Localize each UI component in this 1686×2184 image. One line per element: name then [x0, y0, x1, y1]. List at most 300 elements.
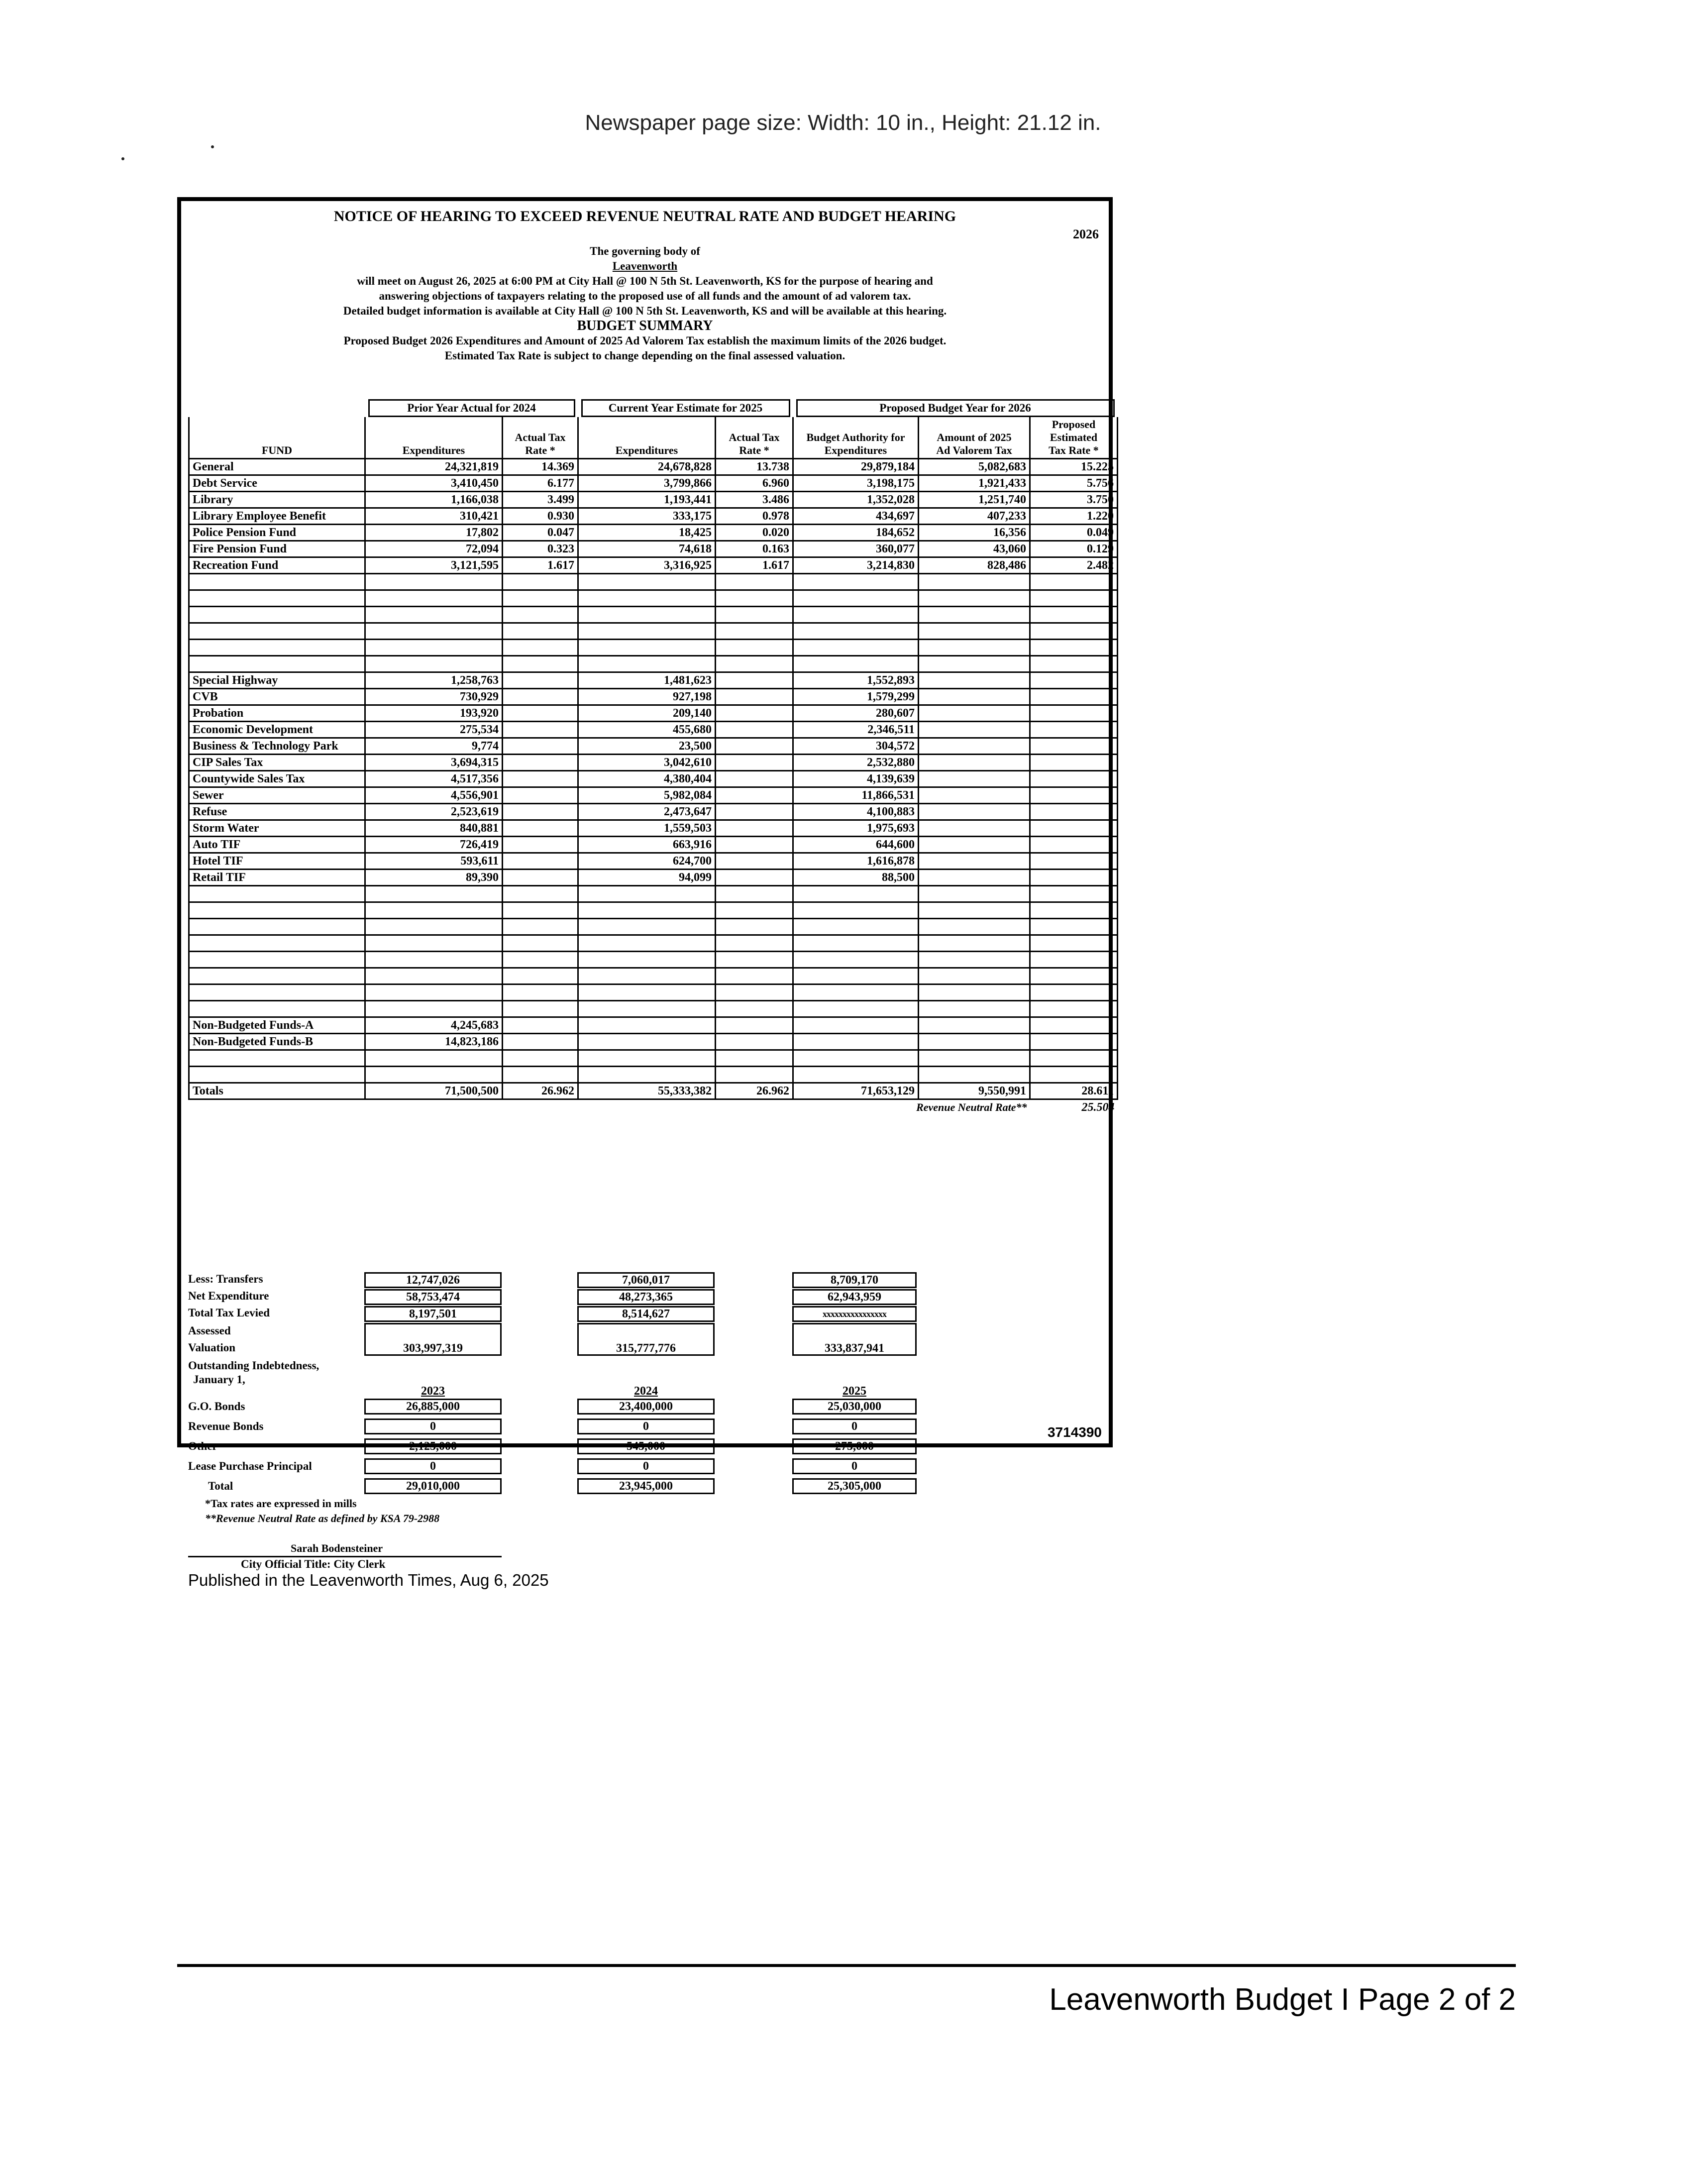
blank-cell [919, 640, 1030, 656]
current-expenditures: 23,500 [578, 738, 716, 755]
current-exp-header: Expenditures [578, 417, 716, 459]
fund-row [189, 787, 1118, 804]
blank-cell [578, 984, 716, 1001]
blank-cell [716, 640, 793, 656]
prior-expenditures: 4,517,356 [365, 771, 503, 787]
estimated-tax-rate [1030, 1017, 1118, 1034]
blank-cell [189, 919, 365, 935]
other-debt-value: 545,000 [577, 1438, 715, 1454]
prior-expenditures: 89,390 [365, 870, 503, 886]
fund-name: Countywide Sales Tax [189, 771, 365, 787]
current-expenditures: 3,316,925 [578, 557, 716, 574]
ad-valorem-tax [919, 738, 1030, 755]
fund-header: FUND [189, 417, 365, 459]
current-year-header: Current Year Estimate for 2025 [581, 399, 790, 417]
fund-name: Recreation Fund [189, 557, 365, 574]
fund-name: Fire Pension Fund [189, 541, 365, 557]
header-line: Ad Valorem Tax [936, 444, 1012, 456]
blank-cell [793, 935, 919, 952]
estimated-tax-rate [1030, 689, 1118, 705]
prior-expenditures: 3,410,450 [365, 475, 503, 492]
prior-expenditures: 1,166,038 [365, 492, 503, 508]
fund-row [189, 870, 1118, 886]
blank-cell [189, 984, 365, 1001]
official-title: City Official Title: City Clerk [241, 1558, 386, 1570]
prior-tax-rate [503, 755, 578, 771]
blank-cell [503, 919, 578, 935]
fund-name: Police Pension Fund [189, 525, 365, 541]
prior-tax-rate [503, 705, 578, 722]
blank-cell [919, 623, 1030, 640]
header-line: Rate * [525, 444, 555, 456]
blank-cell [189, 607, 365, 623]
scan-speck [121, 157, 124, 160]
ad-valorem-header [919, 417, 1030, 459]
current-tax-rate [716, 705, 793, 722]
blank-cell [189, 902, 365, 919]
blank-cell [793, 968, 919, 984]
ad-number: 3714390 [1047, 1424, 1102, 1440]
fund-row [189, 705, 1118, 722]
budget-authority: 1,579,299 [793, 689, 919, 705]
notice-intro [181, 244, 1109, 363]
blank-cell [793, 1067, 919, 1083]
blank-cell [1030, 656, 1118, 672]
total-debt-value: 23,945,000 [577, 1478, 715, 1494]
ad-valorem-tax: 828,486 [919, 557, 1030, 574]
blank-cell [503, 623, 578, 640]
blank-cell [716, 952, 793, 968]
header-line: Tax Rate * [1049, 444, 1099, 456]
prior-tax-rate [503, 820, 578, 837]
current-expenditures: 5,982,084 [578, 787, 716, 804]
intro-line: answering objections of taxpayers relating to the proposed use of all funds and the amount of ad valorem tax. [379, 290, 911, 302]
ad-valorem-tax [919, 820, 1030, 837]
current-tax-rate [716, 1017, 793, 1034]
prior-tax-rate: 0.047 [503, 525, 578, 541]
total-debt-label: Total [208, 1480, 233, 1492]
indebtedness-year: 2025 [843, 1385, 866, 1398]
budget-authority: 1,552,893 [793, 672, 919, 689]
blank-cell [365, 902, 503, 919]
header-line: Expenditures [824, 444, 887, 456]
estimated-tax-rate [1030, 672, 1118, 689]
fund-name: Storm Water [189, 820, 365, 837]
blank-cell [1030, 984, 1118, 1001]
prior-tax-rate [503, 837, 578, 853]
ad-valorem-tax [919, 787, 1030, 804]
estimated-tax-rate: 0.129 [1030, 541, 1118, 557]
fund-name: Non-Budgeted Funds-A [189, 1017, 365, 1034]
est-rate-header [1030, 417, 1118, 459]
blank-cell [1030, 1050, 1118, 1067]
fund-name: Debt Service [189, 475, 365, 492]
other-debt-label: Other [188, 1440, 217, 1452]
prior-expenditures: 1,258,763 [365, 672, 503, 689]
blank-cell [503, 886, 578, 902]
blank-cell [793, 902, 919, 919]
prior-expenditures: 72,094 [365, 541, 503, 557]
fund-name: Library Employee Benefit [189, 508, 365, 525]
fund-row [189, 1017, 1118, 1034]
blank-cell [365, 607, 503, 623]
blank-cell [793, 984, 919, 1001]
blank-cell [365, 968, 503, 984]
fund-row [189, 672, 1118, 689]
prior-tax-rate: 0.323 [503, 541, 578, 557]
prior-year-header: Prior Year Actual for 2024 [368, 399, 575, 417]
budget-authority [793, 1034, 919, 1050]
revenue-neutral-value: 25.504 [1081, 1101, 1115, 1114]
fund-name: Probation [189, 705, 365, 722]
blank-cell [793, 952, 919, 968]
blank-cell [793, 886, 919, 902]
transfers-label: Less: Transfers [188, 1273, 263, 1285]
budget-authority: 1,975,693 [793, 820, 919, 837]
fund-row [189, 525, 1118, 541]
group-header-row [189, 399, 1118, 417]
revenue-neutral-label: Revenue Neutral Rate** [916, 1101, 1027, 1113]
ad-valorem-tax [919, 837, 1030, 853]
blank-cell [189, 656, 365, 672]
budget-authority: 644,600 [793, 837, 919, 853]
fund-name: Economic Development [189, 722, 365, 738]
current-tax-rate [716, 804, 793, 820]
blank-cell [578, 935, 716, 952]
blank-cell [716, 919, 793, 935]
current-expenditures: 4,380,404 [578, 771, 716, 787]
blank-cell [1030, 1001, 1118, 1017]
blank-row [189, 574, 1118, 590]
estimated-tax-rate: 15.225 [1030, 459, 1118, 475]
total-debt-value: 25,305,000 [792, 1478, 917, 1494]
prior-tax-rate [503, 804, 578, 820]
blank-cell [1030, 607, 1118, 623]
blank-cell [578, 1001, 716, 1017]
estimated-tax-rate: 5.756 [1030, 475, 1118, 492]
prior-expenditures: 24,321,819 [365, 459, 503, 475]
blank-cell [578, 902, 716, 919]
fund-name: Business & Technology Park [189, 738, 365, 755]
current-expenditures: 927,198 [578, 689, 716, 705]
fund-name: Non-Budgeted Funds-B [189, 1034, 365, 1050]
prior-expenditures: 840,881 [365, 820, 503, 837]
estimated-tax-rate [1030, 837, 1118, 853]
ad-valorem-tax [919, 689, 1030, 705]
transfers-2024: 12,747,026 [364, 1272, 502, 1288]
fund-row [189, 804, 1118, 820]
published-line: Published in the Leavenworth Times, Aug 6, 2025 [188, 1571, 549, 1589]
lease-principal-value: 0 [364, 1458, 502, 1474]
proposed-year-header: Proposed Budget Year for 2026 [796, 399, 1115, 417]
blank-cell [578, 919, 716, 935]
budget-authority: 2,532,880 [793, 755, 919, 771]
prior-tax-rate [503, 738, 578, 755]
blank-cell [716, 935, 793, 952]
prior-exp-header: Expenditures [365, 417, 503, 459]
blank-cell [1030, 919, 1118, 935]
header-line: Amount of 2025 [937, 431, 1012, 443]
sub-header-row [189, 417, 1118, 459]
blank-cell [919, 1001, 1030, 1017]
current-tax-rate: 0.020 [716, 525, 793, 541]
blank-cell [919, 656, 1030, 672]
estimated-tax-rate [1030, 738, 1118, 755]
blank-cell [578, 886, 716, 902]
blank-row [189, 968, 1118, 984]
blank-cell [793, 919, 919, 935]
totals-row [189, 1083, 1118, 1099]
current-tax-rate [716, 787, 793, 804]
footnote-mills: *Tax rates are expressed in mills [205, 1497, 357, 1510]
footnote-rnr: **Revenue Neutral Rate as defined by KSA 79-2988 [205, 1512, 440, 1525]
blank-cell [503, 952, 578, 968]
blank-cell [503, 574, 578, 590]
fund-row [189, 755, 1118, 771]
blank-cell [503, 935, 578, 952]
fund-row [189, 738, 1118, 755]
ad-valorem-tax [919, 870, 1030, 886]
blank-cell [578, 952, 716, 968]
blank-cell [919, 886, 1030, 902]
blank-row [189, 590, 1118, 607]
scan-speck [211, 145, 214, 148]
fund-row [189, 1034, 1118, 1050]
signature-line [188, 1556, 502, 1557]
blank-row [189, 886, 1118, 902]
fund-row [189, 689, 1118, 705]
blank-row [189, 1067, 1118, 1083]
fund-name: Refuse [189, 804, 365, 820]
blank-row [189, 1050, 1118, 1067]
blank-row [189, 984, 1118, 1001]
blank-cell [189, 590, 365, 607]
official-name: Sarah Bodensteiner [291, 1542, 383, 1554]
blank-cell [503, 640, 578, 656]
fund-row [189, 475, 1118, 492]
fund-name: Sewer [189, 787, 365, 804]
blank-cell [578, 656, 716, 672]
totals-budget: 71,653,129 [793, 1083, 919, 1099]
blank-cell [189, 1050, 365, 1067]
blank-cell [365, 984, 503, 1001]
assessed-2024: 303,997,319 [364, 1323, 502, 1356]
current-expenditures: 3,042,610 [578, 755, 716, 771]
page-footer: Leavenworth Budget I Page 2 of 2 [1049, 1982, 1516, 2017]
header-line: Proposed [1052, 418, 1096, 431]
transfers-2026: 8,709,170 [792, 1272, 917, 1288]
totals-label: Totals [189, 1083, 365, 1099]
totals-current-rate: 26.962 [716, 1083, 793, 1099]
revenue-neutral-row [189, 1099, 1118, 1115]
estimated-tax-rate [1030, 771, 1118, 787]
current-expenditures: 1,193,441 [578, 492, 716, 508]
current-tax-rate [716, 689, 793, 705]
prior-tax-rate [503, 722, 578, 738]
fund-name: Library [189, 492, 365, 508]
blank-cell [716, 656, 793, 672]
blank-cell [503, 968, 578, 984]
assessed-label-1: Assessed [188, 1324, 231, 1337]
budget-authority [793, 1017, 919, 1034]
blank-cell [365, 640, 503, 656]
blank-cell [189, 623, 365, 640]
blank-cell [793, 590, 919, 607]
blank-cell [716, 984, 793, 1001]
blank-cell [793, 623, 919, 640]
current-expenditures [578, 1034, 716, 1050]
prior-expenditures: 3,121,595 [365, 557, 503, 574]
blank-row [189, 1001, 1118, 1017]
prior-tax-rate [503, 689, 578, 705]
budget-authority: 360,077 [793, 541, 919, 557]
assessed-2026: 333,837,941 [792, 1323, 917, 1356]
blank-cell [578, 607, 716, 623]
estimated-tax-rate: 3.750 [1030, 492, 1118, 508]
blank-cell [578, 1050, 716, 1067]
current-expenditures: 24,678,828 [578, 459, 716, 475]
blank-row [189, 952, 1118, 968]
blank-row [189, 935, 1118, 952]
prior-expenditures: 726,419 [365, 837, 503, 853]
fund-row [189, 837, 1118, 853]
budget-notice [177, 197, 1115, 1589]
intro-line: will meet on August 26, 2025 at 6:00 PM at City Hall @ 100 N 5th St. Leavenworth, KS for the purpose of hearing and [357, 275, 933, 287]
blank-cell [716, 968, 793, 984]
ad-valorem-tax [919, 1034, 1030, 1050]
blank-cell [189, 1001, 365, 1017]
blank-cell [365, 656, 503, 672]
current-tax-rate [716, 820, 793, 837]
ad-valorem-tax: 5,082,683 [919, 459, 1030, 475]
budget-authority: 4,139,639 [793, 771, 919, 787]
blank-row [189, 656, 1118, 672]
prior-expenditures: 4,556,901 [365, 787, 503, 804]
prior-tax-rate: 3.499 [503, 492, 578, 508]
blank-cell [578, 640, 716, 656]
blank-cell [365, 574, 503, 590]
fund-row [189, 771, 1118, 787]
fund-row [189, 722, 1118, 738]
current-tax-rate [716, 755, 793, 771]
prior-tax-rate: 0.930 [503, 508, 578, 525]
current-expenditures: 74,618 [578, 541, 716, 557]
blank-cell [365, 886, 503, 902]
fund-name: Auto TIF [189, 837, 365, 853]
tax-levied-label: Total Tax Levied [188, 1307, 270, 1319]
lease-principal-value: 0 [792, 1458, 917, 1474]
blank-cell [503, 1050, 578, 1067]
budget-authority: 2,346,511 [793, 722, 919, 738]
budget-authority-header [793, 417, 919, 459]
blank-cell [793, 640, 919, 656]
blank-cell [578, 574, 716, 590]
estimated-tax-rate [1030, 1034, 1118, 1050]
other-debt-value: 2,125,000 [364, 1438, 502, 1454]
estimated-tax-rate [1030, 722, 1118, 738]
blank-cell [716, 902, 793, 919]
prior-tax-rate: 14.369 [503, 459, 578, 475]
current-expenditures: 624,700 [578, 853, 716, 870]
blank-cell [365, 935, 503, 952]
net-2026: 62,943,959 [792, 1289, 917, 1305]
current-expenditures: 1,559,503 [578, 820, 716, 837]
estimated-tax-rate [1030, 804, 1118, 820]
header-line: Estimated [1050, 431, 1098, 443]
blank-cell [919, 935, 1030, 952]
prior-expenditures: 4,245,683 [365, 1017, 503, 1034]
blank-cell [189, 886, 365, 902]
prior-expenditures: 9,774 [365, 738, 503, 755]
blank-cell [578, 1067, 716, 1083]
budget-authority: 304,572 [793, 738, 919, 755]
budget-authority: 88,500 [793, 870, 919, 886]
blank-cell [503, 902, 578, 919]
revenue-bonds-value: 0 [792, 1419, 917, 1434]
blank-row [189, 623, 1118, 640]
ad-valorem-tax: 16,356 [919, 525, 1030, 541]
blank-cell [793, 1050, 919, 1067]
blank-cell [919, 607, 1030, 623]
current-tax-rate [716, 738, 793, 755]
blank-cell [365, 590, 503, 607]
estimated-tax-rate [1030, 853, 1118, 870]
blank-cell [1030, 968, 1118, 984]
blank-cell [716, 623, 793, 640]
budget-summary-heading: BUDGET SUMMARY [577, 318, 713, 333]
estimated-tax-rate [1030, 705, 1118, 722]
blank-cell [503, 1001, 578, 1017]
blank-cell [1030, 1067, 1118, 1083]
ad-valorem-tax: 43,060 [919, 541, 1030, 557]
prior-expenditures: 14,823,186 [365, 1034, 503, 1050]
assessed-label-2: Valuation [188, 1341, 236, 1354]
prior-tax-rate: 6.177 [503, 475, 578, 492]
fund-row [189, 541, 1118, 557]
indebtedness-year: 2024 [634, 1385, 658, 1398]
current-tax-rate [716, 672, 793, 689]
current-expenditures: 1,481,623 [578, 672, 716, 689]
prior-tax-rate [503, 771, 578, 787]
page-size-note: Newspaper page size: Width: 10 in., Height: 21.12 in. [585, 110, 1101, 135]
prior-expenditures: 593,611 [365, 853, 503, 870]
current-tax-rate: 0.978 [716, 508, 793, 525]
prior-expenditures: 3,694,315 [365, 755, 503, 771]
blank-cell [189, 968, 365, 984]
blank-cell [1030, 935, 1118, 952]
net-2024: 58,753,474 [364, 1289, 502, 1305]
transfers-2025: 7,060,017 [577, 1272, 715, 1288]
blank-cell [503, 607, 578, 623]
blank-cell [919, 1067, 1030, 1083]
prior-tax-rate [503, 787, 578, 804]
net-expenditure-label: Net Expenditure [188, 1290, 269, 1302]
lease-principal-label: Lease Purchase Principal [188, 1460, 312, 1472]
current-expenditures: 663,916 [578, 837, 716, 853]
blank-cell [919, 1050, 1030, 1067]
budget-authority: 280,607 [793, 705, 919, 722]
blank-cell [1030, 886, 1118, 902]
intro-line: Detailed budget information is available at City Hall @ 100 N 5th St. Leavenworth, KS and will be available at this hearing. [343, 305, 947, 317]
budget-authority: 3,198,175 [793, 475, 919, 492]
blank-cell [365, 1050, 503, 1067]
blank-cell [716, 1001, 793, 1017]
prior-tax-rate [503, 1017, 578, 1034]
blank-cell [793, 656, 919, 672]
budget-year: 2026 [1073, 227, 1099, 241]
non-budgeted-body [189, 1017, 1118, 1083]
notice-title: NOTICE OF HEARING TO EXCEED REVENUE NEUTRAL RATE AND BUDGET HEARING [333, 208, 956, 224]
